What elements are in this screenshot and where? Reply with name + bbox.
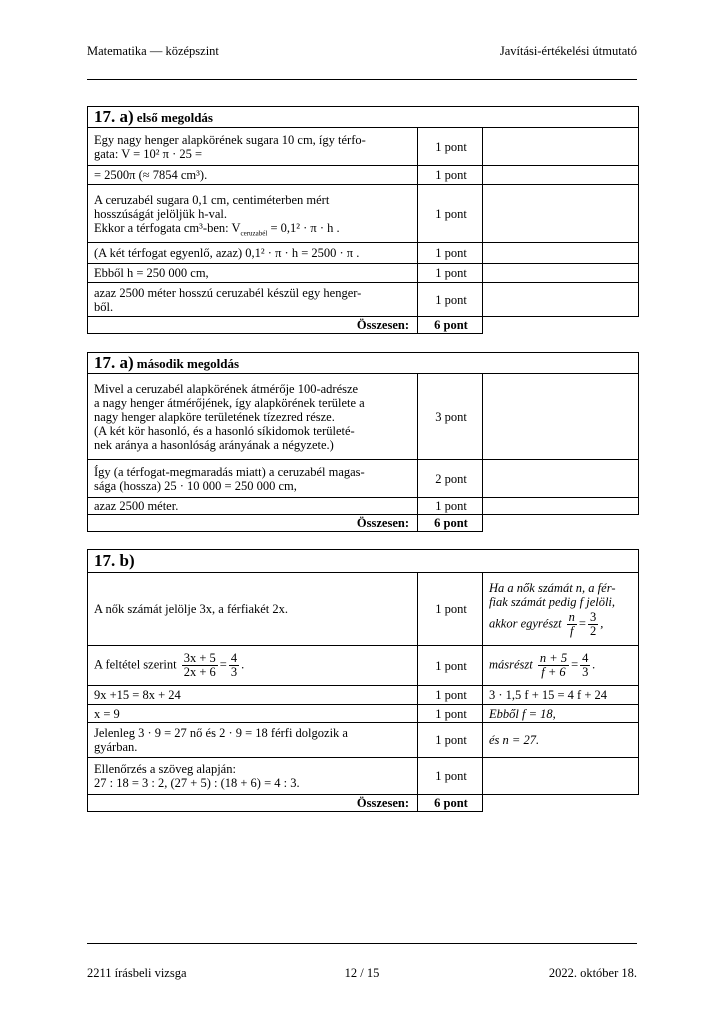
formula-text: = 0,1² · π · h . (267, 220, 340, 235)
note-cell (483, 515, 639, 532)
denominator: 2x + 6 (183, 665, 216, 679)
numerator: 4 (230, 651, 238, 665)
total-label: Összesen: (88, 515, 418, 532)
step-text: (A két térfogat egyenlő, azaz) 0,1² · π · h = 2500 · π . (88, 243, 418, 264)
note-cell (483, 460, 639, 498)
step-line (94, 221, 413, 235)
step-line: sága (hossza) 25 · 10 000 = 250 000 cm, (94, 478, 297, 493)
points: 1 pont (418, 705, 483, 723)
note-cell (483, 283, 639, 317)
table-row (88, 374, 639, 460)
footer-exam-id: 2211 írásbeli vizsga (87, 966, 187, 980)
note-cell (483, 264, 639, 283)
table-row (88, 166, 639, 185)
table-row (88, 243, 639, 264)
table-row (88, 573, 639, 646)
step-line: Mivel a ceruzabél alapkörének átmérője 100-adrésze (94, 381, 359, 396)
denominator: 3 (582, 665, 589, 679)
note-cell (483, 128, 639, 166)
note-cell (483, 498, 639, 515)
points: 1 pont (418, 264, 483, 283)
header-subject: Matematika — középszint (87, 44, 219, 58)
punctuation: . (241, 657, 245, 672)
problem-number: 17. a) (94, 353, 134, 372)
total-row (88, 795, 639, 812)
solution-table-17a-second (87, 352, 639, 532)
points: 1 pont (418, 646, 483, 686)
table-row (88, 283, 639, 317)
denominator: 3 (230, 665, 238, 679)
step-text: A nők számát jelölje 3x, a férfiakét 2x. (88, 573, 418, 646)
denominator: f (570, 623, 574, 638)
step-line: Ellenőrzés a szöveg alapján: (94, 762, 236, 776)
table-row (88, 705, 639, 723)
punctuation: . (592, 657, 596, 672)
numerator: n (568, 609, 575, 624)
step-line: Így (a térfogat-megmaradás miatt) a ceruzabél magas- (94, 464, 365, 479)
table-row (88, 128, 639, 166)
solution-table-17a-first (87, 106, 639, 334)
punctuation: , (600, 615, 604, 630)
note-text: akkor egyrészt (489, 615, 562, 630)
equals-sign: = (578, 615, 586, 630)
fraction (229, 652, 239, 679)
denominator: 2 (589, 623, 597, 638)
note-text: másrészt (489, 657, 533, 672)
problem-number: 17. b) (94, 551, 135, 570)
table-row (88, 264, 639, 283)
points: 1 pont (418, 723, 483, 758)
note-line (489, 611, 634, 638)
table-row (88, 758, 639, 795)
table-row (88, 460, 639, 498)
step-text: Ebből h = 250 000 cm, (88, 264, 418, 283)
step-line: ből. (94, 299, 114, 314)
step-text (88, 374, 418, 460)
points: 2 pont (418, 460, 483, 498)
total-label: Összesen: (88, 317, 418, 334)
step-text (88, 460, 418, 498)
note-cell (483, 243, 639, 264)
step-line: nek aránya a hasonlóság arányának a négyzete.) (94, 437, 334, 452)
step-text (88, 185, 418, 243)
step-line: azaz 2500 méter hosszú ceruzabél készül egy henger- (94, 285, 362, 300)
note-cell (483, 795, 639, 812)
points: 1 pont (418, 243, 483, 264)
page-header (87, 44, 637, 60)
step-text-prefix: A feltétel szerint (94, 657, 177, 672)
equals-sign: = (571, 657, 579, 672)
total-points: 6 pont (418, 317, 483, 334)
step-text: = 2500π (≈ 7854 cm³). (88, 166, 418, 185)
note-cell (483, 185, 639, 243)
table-row (88, 646, 639, 686)
note-cell: és n = 27. (483, 723, 639, 758)
note-cell (483, 166, 639, 185)
note-line: fiak számát pedig f jelöli, (489, 594, 616, 609)
step-text: x = 9 (88, 705, 418, 723)
total-label: Összesen: (88, 795, 418, 812)
step-line: (A két kör hasonló, és a hasonló síkidomok területé- (94, 423, 355, 438)
table-row (88, 498, 639, 515)
note-cell (483, 374, 639, 460)
points: 1 pont (418, 283, 483, 317)
note-cell: Ebből f = 18, (483, 705, 639, 723)
note-cell: 3 · 1,5 f + 15 = 4 f + 24 (483, 686, 639, 705)
total-points: 6 pont (418, 795, 483, 812)
table-row (88, 686, 639, 705)
points: 3 pont (418, 374, 483, 460)
note-cell (483, 758, 639, 795)
step-text (88, 758, 418, 795)
numerator: 4 (582, 651, 589, 665)
fraction (588, 611, 598, 638)
note-cell (483, 573, 639, 646)
step-line: Jelenleg 3 · 9 = 27 nő és 2 · 9 = 18 férfi dolgozik a (94, 726, 348, 740)
total-row (88, 515, 639, 532)
step-line: A ceruzabél sugara 0,1 cm, centiméterben mért (94, 192, 330, 207)
page-footer (87, 966, 637, 982)
step-line: gyárban. (94, 740, 138, 754)
numerator: n + 5 (539, 651, 568, 665)
points: 1 pont (418, 758, 483, 795)
footer-date: 2022. október 18. (548, 966, 637, 980)
subscript: ceruzabél (240, 229, 268, 237)
fraction (182, 652, 218, 679)
table-row (88, 723, 639, 758)
header-rule (87, 79, 637, 80)
total-row (88, 317, 639, 334)
note-line: Ha a nők számát n, a fér- (489, 580, 616, 595)
step-text: 9x +15 = 8x + 24 (88, 686, 418, 705)
section-title (88, 353, 639, 374)
table-row (88, 185, 639, 243)
note-cell (483, 646, 639, 686)
header-doc-type: Javítási-értékelési útmutató (499, 44, 637, 58)
footer-rule (87, 943, 637, 944)
problem-number: 17. a) (94, 107, 134, 126)
formula-text: Ekkor a térfogata cm³-ben: V (94, 220, 241, 235)
points: 1 pont (418, 686, 483, 705)
step-line: Egy nagy henger alapkörének sugara 10 cm, így térfo- (94, 132, 366, 147)
step-line: nagy henger alapköre területének tízezred része. (94, 409, 335, 424)
step-line: gata: V = 10² π · 25 = (94, 146, 203, 161)
denominator: f + 6 (541, 665, 566, 679)
step-text (88, 128, 418, 166)
note-cell (483, 317, 639, 334)
points: 1 pont (418, 573, 483, 646)
solution-label: első megoldás (136, 110, 213, 125)
solution-label: második megoldás (136, 356, 240, 371)
points: 1 pont (418, 498, 483, 515)
points: 1 pont (418, 166, 483, 185)
total-points: 6 pont (418, 515, 483, 532)
step-line: a nagy henger átmérőjének, így alapkörének területe a (94, 395, 365, 410)
step-line: hosszúságát jelöljük h-val. (94, 206, 227, 221)
step-text (88, 723, 418, 758)
numerator: 3 (589, 609, 597, 624)
solution-table-17b (87, 549, 639, 812)
page-number: 12 / 15 (344, 966, 380, 980)
fraction (538, 652, 569, 679)
equals-sign: = (219, 657, 227, 672)
step-text (88, 283, 418, 317)
step-text (88, 646, 418, 686)
fraction (580, 652, 590, 679)
section-title (88, 107, 639, 128)
step-line: 27 : 18 = 3 : 2, (27 + 5) : (18 + 6) = 4 : 3. (94, 776, 300, 790)
step-text: azaz 2500 méter. (88, 498, 418, 515)
numerator: 3x + 5 (183, 651, 216, 665)
section-title (88, 550, 639, 573)
points: 1 pont (418, 128, 483, 166)
fraction (567, 611, 577, 638)
points: 1 pont (418, 185, 483, 243)
